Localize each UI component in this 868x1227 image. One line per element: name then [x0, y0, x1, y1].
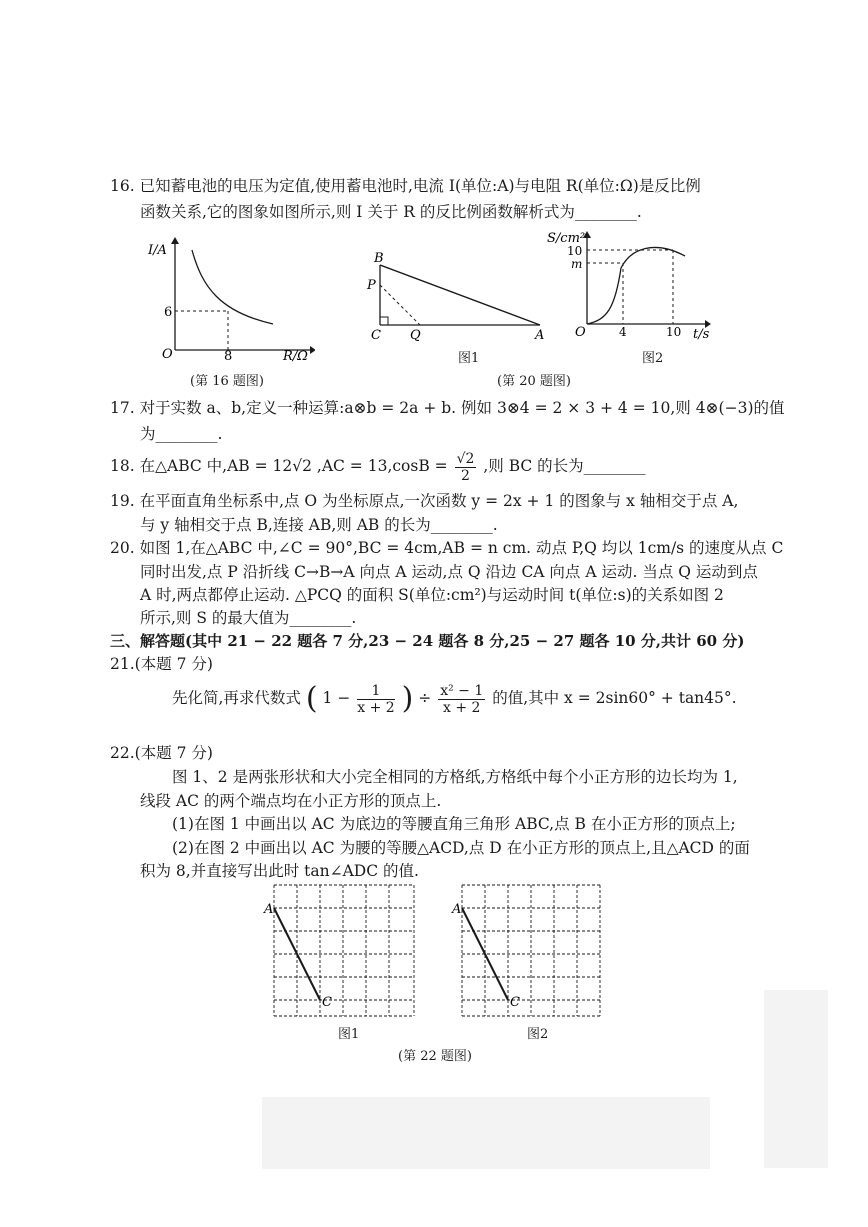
q17-line1: 17. 对于实数 a、b,定义一种运算:a⊗b = 2a + b. 例如 3⊗4 = 2 × 3 + 4 = 10,则 4⊗(−3)的值 — [110, 399, 785, 417]
q21-left-paren: ( — [305, 681, 318, 716]
fig16-origin: O — [162, 347, 173, 362]
q20-line4: 所示,则 S 的最大值为________. — [140, 609, 357, 627]
q21-f2-den: x + 2 — [443, 699, 481, 716]
q21-f2-num: x² − 1 — [440, 682, 484, 699]
q18-line — [110, 446, 646, 486]
fig20-label-Q: Q — [410, 328, 421, 343]
q21-fraction-1 — [357, 683, 394, 716]
fig20-yaxis-label: S/cm² — [547, 231, 586, 246]
fig16-tick-x: 8 — [224, 349, 233, 364]
fig16-yaxis-label: I/A — [148, 243, 167, 258]
q22-line4: (2)在图 2 中画出以 AC 为腰的等腰△ACD,点 D 在小正方形的顶点上,且△ACD 的面 — [172, 839, 750, 857]
q18-prefix: 18. 在△ABC 中,AB = 12√2 ,AC = 13,cosB = — [110, 457, 448, 475]
q19-line2: 与 y 轴相交于点 B,连接 AB,则 AB 的长为________. — [140, 516, 498, 534]
q21-right-paren: ) — [401, 681, 414, 716]
q22-line1: 图 1、2 是两张形状和大小完全相同的方格纸,方格纸中每个小正方形的边长均为 1, — [172, 768, 738, 786]
fig20-tick-10x: 10 — [666, 325, 682, 339]
q21-fraction-2 — [438, 683, 485, 716]
q21-divide: ÷ — [418, 689, 432, 707]
fig16-xaxis-label: R/Ω — [283, 349, 308, 364]
fig20-2-caption: 图2 — [642, 351, 664, 366]
q18-frac-den: 2 — [461, 467, 470, 484]
q16-line2: 函数关系,它的图象如图所示,则 I 关于 R 的反比例函数解析式为________. — [140, 203, 642, 221]
fig20-tick-m: m — [571, 257, 583, 271]
q21-title: 21.(本题 7 分) — [110, 655, 213, 673]
q16-line1: 16. 已知蓄电池的电压为定值,使用蓄电池时,电流 I(单位:A)与电阻 R(单位:Ω)是反比例 — [110, 177, 701, 195]
q20-line2: 同时出发,点 P 沿折线 C→B→A 向点 A 运动,点 Q 沿边 CA 向点 A 运动. 当点 Q 运动到点 — [140, 563, 758, 581]
fig22-caption: (第 22 题图) — [398, 1049, 472, 1064]
fig16-graph — [140, 232, 315, 367]
fig20-label-A: A — [535, 328, 545, 343]
fig22-1-label-A: A — [264, 902, 274, 917]
scan-artifact-edge — [764, 990, 828, 1168]
q22-line2: 线段 AC 的两个端点均在小正方形的顶点上. — [140, 792, 442, 810]
fig20-triangle — [365, 245, 550, 345]
fig22-grid-2 — [448, 880, 608, 1020]
fig16-caption: (第 16 题图) — [190, 374, 264, 389]
fig22-1-label-C: C — [322, 995, 332, 1010]
fig22-grid-1 — [262, 880, 422, 1020]
fig16-tick-y: 6 — [164, 305, 173, 320]
fig22-caption-2: 图2 — [527, 1027, 549, 1042]
scan-artifact-band — [262, 1097, 710, 1169]
fig20-origin: O — [575, 325, 586, 340]
q22-line5: 积为 8,并直接写出此时 tan∠ADC 的值. — [140, 862, 419, 880]
q18-frac-num: √2 — [456, 450, 475, 467]
fig20-label-B: B — [374, 251, 384, 266]
fig22-2-label-A: A — [452, 902, 462, 917]
fig20-area-graph — [545, 228, 715, 348]
q17-line2: 为________. — [140, 425, 223, 443]
fig20-tick-4: 4 — [619, 325, 627, 339]
q22-title: 22.(本题 7 分) — [110, 744, 213, 762]
q21-prefix: 先化简,再求代数式 — [172, 689, 301, 707]
fig20-caption: (第 20 题图) — [497, 374, 571, 389]
q22-line3: (1)在图 1 中画出以 AC 为底边的等腰直角三角形 ABC,点 B 在小正方形的顶点上; — [172, 815, 736, 833]
q18-suffix: ,则 BC 的长为________ — [483, 457, 646, 475]
q20-line3: A 时,两点都停止运动. △PCQ 的面积 S(单位:cm²)与运动时间 t(单位:s)的关系如图 2 — [140, 586, 724, 604]
q21-suffix: 的值,其中 x = 2sin60° + tan45°. — [492, 689, 737, 707]
fig22-2-label-C: C — [510, 995, 520, 1010]
q21-one-minus: 1 − — [322, 689, 351, 707]
q20-line1: 20. 如图 1,在△ABC 中,∠C = 90°,BC = 4cm,AB = n cm. 动点 P,Q 均以 1cm/s 的速度从点 C — [110, 539, 784, 557]
section3-heading: 三、解答题(其中 21 − 22 题各 7 分,23 − 24 题各 8 分,25 − 27 题各 10 分,共计 60 分) — [110, 632, 745, 650]
q21-f1-den: x + 2 — [357, 699, 395, 716]
fig20-label-C: C — [371, 328, 381, 343]
q18-fraction — [455, 451, 477, 484]
q21-expression — [172, 676, 737, 720]
q19-line1: 19. 在平面直角坐标系中,点 O 为坐标原点,一次函数 y = 2x + 1 的图象与 x 轴相交于点 A, — [110, 492, 739, 510]
fig20-xaxis-label: t/s — [693, 327, 710, 342]
fig20-label-P: P — [367, 278, 376, 293]
q21-f1-num: 1 — [357, 683, 394, 700]
fig20-1-caption: 图1 — [458, 351, 480, 366]
fig20-tick-10y: 10 — [567, 244, 583, 258]
fig22-caption-1: 图1 — [338, 1027, 360, 1042]
